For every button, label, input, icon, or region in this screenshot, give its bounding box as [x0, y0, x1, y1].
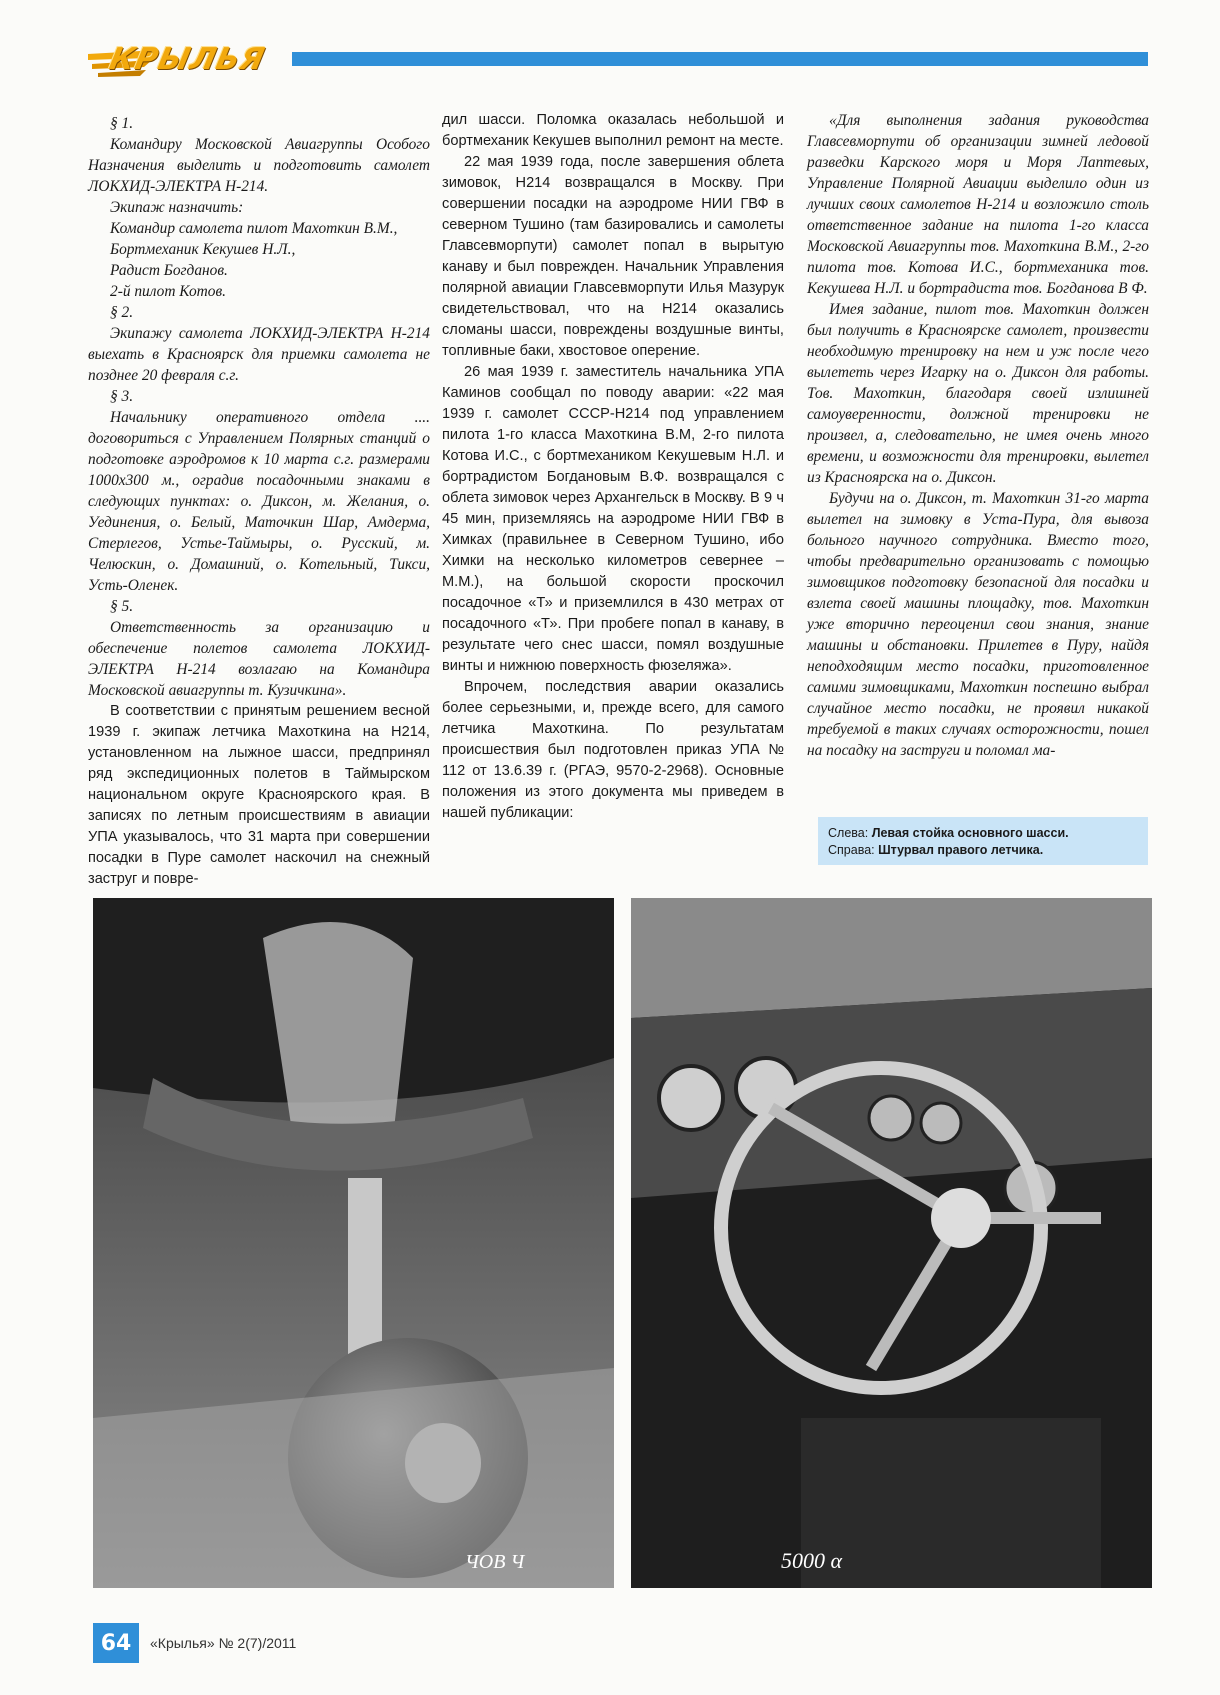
column-3: [807, 110, 1149, 761]
caption-left-text: Левая стойка основного шасси.: [871, 826, 1069, 840]
paragraph: Начальнику оперативного отдела .... договориться с Управлением Полярных станций о подготовке аэродромов к 10 марта с.г. размерами 1000х300 м., оградив посадочными знаками в следующих пунктах: о. Диксон, м. Желания, о. Уединения, о. Белый, Маточкин Шар, Амдерма, Стерлегов, Устье-Таймыры, о. Русский, м. Челюскин, о. Домашний, о. Котельный, Тикси, Усть-Оленек.: [88, 409, 430, 594]
paragraph: § 5.: [110, 598, 134, 615]
paragraph: 22 мая 1939 года, после завершения облета зимовок, Н214 возвращался в Москву. При совершении посадки на аэродроме НИИ ГВФ в северном Тушино (там базировались и самолеты Главсевморпути) самолет попал в вырытую канаву и был поврежден. Начальник Управления полярной авиации Главсевморпути Илья Мазурук свидетельствовал, что на Н214 оказались сломаны шасси, повреждены воздушные винты, топливные баки, хвостовое оперение.: [442, 154, 784, 359]
column-2: [442, 110, 784, 824]
caption-right: [828, 842, 1138, 859]
paragraph: Командир самолета пилот Махоткин В.М.,: [110, 220, 398, 237]
page-number: 64: [93, 1623, 139, 1663]
paragraph: Командиру Московской Авиагруппы Особого Назначения выделить и подготовить самолет ЛОКХИД-ЭЛЕКТРА Н-214.: [88, 136, 430, 195]
paragraph: Имея задание, пилот тов. Махоткин должен был получить в Красноярске самолет, произвести необходимую тренировку на нем и уж после чего вылететь через Игарку на о. Диксон для работы. Тов. Махоткин, благодаря своей излишней самоуверенности, должной тренировки не произвел, а, следовательно, не имея очень много времени, и возможности для тренировки, вылетел из Красноярска на о. Диксон.: [807, 301, 1149, 486]
paragraph: 26 мая 1939 г. заместитель начальника УПА Каминов сообщал по поводу аварии: «22 мая 1939 г. самолет СССР-Н214 под управлением пилота 1-го класса Махоткина В.М, 2-го пилота Котова И.С., с бортмехаником Кекушевым Н.Л. и бортрадистом Богдановым В.Ф. возвращался с облета зимовок через Архангельск в Москву. В 9 ч 45 мин, приземляясь на аэродроме НИИ ГВФ в Химках (правильнее в Северном Тушино, ибо Химки на несколько километров севернее – М.М.), на большой скорости проскочил посадочное «Т» и приземлился в 430 метрах от посадочного «Т». При пробеге попал в канаву, в результате чего снес шасси, помял воздушные винты и нижнюю поверхность фюзеляжа».: [442, 364, 784, 674]
paragraph: § 1.: [110, 115, 134, 132]
paragraph: Экипаж назначить:: [110, 199, 244, 216]
paragraph: Ответственность за организацию и обеспечение полетов самолета ЛОКХИД-ЭЛЕКТРА Н-214 возлагаю на Командира Московской авиагруппы т. Кузичкина».: [88, 619, 430, 699]
logo-text: КРЫЛЬЯ: [106, 42, 269, 77]
paragraph: дил шасси. Поломка оказалась небольшой и бортмеханик Кекушев выполнил ремонт на месте.: [442, 112, 784, 149]
photo-landing-gear: [93, 898, 614, 1588]
photo-mark-right: 5000 α: [781, 1548, 843, 1573]
paragraph: Впрочем, последствия аварии оказались более серьезными, и, прежде всего, для самого летчика Махоткина. По результатам происшествия был подготовлен приказ УПА № 112 от 13.6.39 г. (РГАЭ, 9570-2-2968). Основные положения из этого документа мы приведем в нашей публикации:: [442, 679, 784, 821]
photo-mark-left: ЧОВ Ч: [465, 1551, 525, 1573]
paragraph: Бортмеханик Кекушев Н.Л.,: [110, 241, 296, 258]
photo-caption: [818, 817, 1148, 865]
paragraph: Радист Богданов.: [110, 262, 228, 279]
paragraph: 2-й пилот Котов.: [110, 283, 226, 300]
caption-right-label: Справа:: [828, 843, 875, 857]
column-1: [88, 113, 430, 890]
paragraph: В соответствии с принятым решением весной 1939 г. экипаж летчика Махоткина на Н214, установленном на лыжное шасси, предпринял ряд экспедиционных полетов в Таймырском национальном округе Красноярского края. В записях по летным происшествиям в авиации УПА указывалось, что 31 марта при совершении посадки в Пуре самолет наскочил на снежный заструг и повре-: [88, 703, 430, 887]
caption-left: [828, 825, 1138, 842]
paragraph: § 3.: [110, 388, 134, 405]
magazine-logo: [88, 40, 288, 82]
photo-control-wheel: [631, 898, 1152, 1588]
paragraph: § 2.: [110, 304, 134, 321]
caption-left-label: Слева:: [828, 826, 869, 840]
paragraph: «Для выполнения задания руководства Главсевморпути об организации зимней ледовой разведки Карского моря и Моря Лаптевых, Управление Полярной Авиации выделило один из лучших своих самолетов Н-214 и возложило столь ответственное задание на пилота 1-го класса Московской Авиагруппы тов. Махоткина В.М., 2-го пилота тов. Котова И.С., бортмеханика тов. Кекушева Н.Л. и бортрадиста тов. Богданова В Ф.: [807, 112, 1149, 297]
issue-info: «Крылья» № 2(7)/2011: [150, 1635, 297, 1651]
caption-right-text: Штурвал правого летчика.: [878, 843, 1044, 857]
paragraph: Будучи на о. Диксон, т. Махоткин 31-го марта вылетел на зимовку в Уста-Пура, для вывоза больного научного сотрудника. Вместо того, чтобы предварительно организовать с помощью зимовщиков подготовку безопасной для посадки и взлета своей машины площадку, тов. Махоткин уже вторично переоценил свои знания, знание машины и обстановки. Прилетев в Пуру, найдя неподходящим место посадки, приготовленное самими зимовщиками, Махоткин поспешно выбрал случайное место посадки, не проявил никакой требуемой в таких случаях осторожности, пошел на посадку на заструги и поломал ма-: [807, 490, 1149, 759]
header-bar: [292, 52, 1148, 66]
paragraph: Экипажу самолета ЛОКХИД-ЭЛЕКТРА Н-214 выехать в Красноярск для приемки самолета не позднее 20 февраля с.г.: [88, 325, 430, 384]
